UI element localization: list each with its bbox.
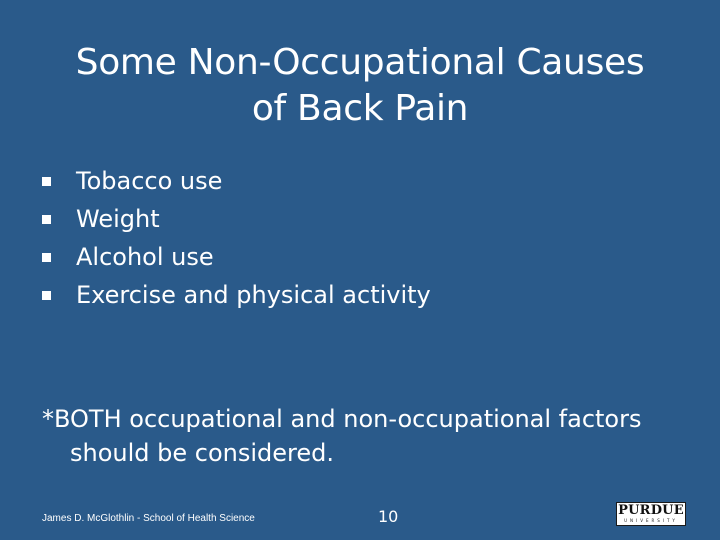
slide-title-line-1: Some Non-Occupational Causes (75, 42, 645, 83)
purdue-logo (616, 502, 686, 526)
bullet-item (40, 162, 431, 200)
logo-wordmark: PURDUE (618, 503, 684, 518)
logo-subtext: UNIVERSITY (624, 518, 678, 523)
bullet-text: Exercise and physical activity (76, 281, 431, 309)
page-number: 10 (378, 507, 399, 526)
square-bullet-icon (42, 215, 51, 224)
slide-title-line-2: of Back Pain (251, 88, 469, 129)
bullet-item (40, 238, 431, 276)
note-text (42, 402, 692, 470)
bullet-item (40, 200, 431, 238)
slide-title (40, 40, 680, 132)
square-bullet-icon (42, 291, 51, 300)
bullet-text: Weight (76, 205, 160, 233)
footer-credit: James D. McGlothlin - School of Health Science (42, 513, 255, 524)
note-line-2: should be considered. (70, 439, 334, 467)
square-bullet-icon (42, 253, 51, 262)
note-line-1: *BOTH occupational and non-occupational factors (42, 405, 642, 433)
bullet-list (40, 162, 431, 314)
bullet-item (40, 276, 431, 314)
bullet-text: Alcohol use (76, 243, 214, 271)
square-bullet-icon (42, 177, 51, 186)
bullet-text: Tobacco use (76, 167, 223, 195)
